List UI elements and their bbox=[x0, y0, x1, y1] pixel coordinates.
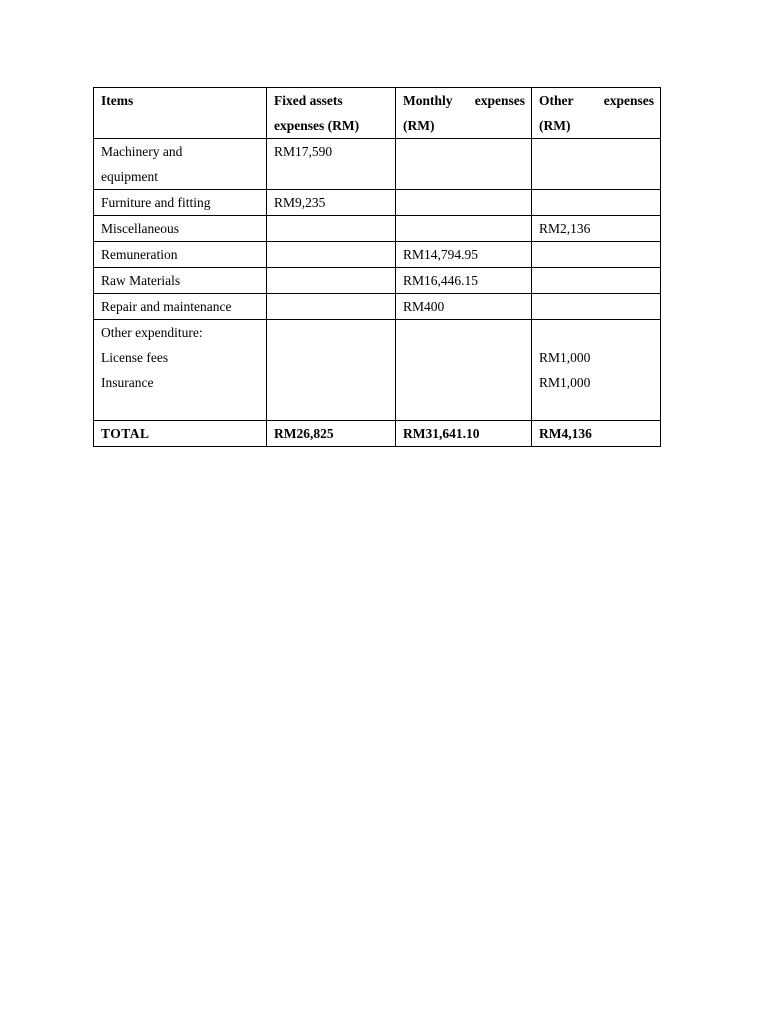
cell-fixed-furniture: RM9,235 bbox=[267, 190, 396, 216]
cell-other-other-expenditure bbox=[532, 320, 661, 421]
cell-total-fixed: RM26,825 bbox=[267, 421, 396, 447]
other-license-fees-value: RM1,000 bbox=[539, 350, 591, 365]
cell-monthly-furniture bbox=[396, 190, 532, 216]
cell-fixed-miscellaneous bbox=[267, 216, 396, 242]
other-expenditure-blank-line bbox=[539, 320, 654, 345]
item-other-expenditure-line1: Other expenditure: bbox=[101, 325, 203, 340]
header-fixed-line2: expenses (RM) bbox=[274, 118, 360, 133]
cell-monthly-other-expenditure bbox=[396, 320, 532, 421]
table-row-repair bbox=[94, 294, 661, 320]
table-header-row bbox=[94, 88, 661, 139]
cell-item-miscellaneous: Miscellaneous bbox=[94, 216, 267, 242]
cell-item-repair: Repair and maintenance bbox=[94, 294, 267, 320]
cell-fixed-repair bbox=[267, 294, 396, 320]
cell-monthly-miscellaneous bbox=[396, 216, 532, 242]
item-machinery-line2: equipment bbox=[101, 169, 158, 184]
cell-fixed-raw-materials bbox=[267, 268, 396, 294]
table-row-miscellaneous bbox=[94, 216, 661, 242]
cell-total-label: TOTAL bbox=[94, 421, 267, 447]
header-monthly-expenses bbox=[396, 88, 532, 139]
header-monthly-line2: (RM) bbox=[403, 118, 435, 133]
cell-other-furniture bbox=[532, 190, 661, 216]
header-other-expenses bbox=[532, 88, 661, 139]
item-machinery-line1: Machinery and bbox=[101, 144, 183, 159]
table-row-other-expenditure bbox=[94, 320, 661, 421]
cell-total-other: RM4,136 bbox=[532, 421, 661, 447]
cell-monthly-repair: RM400 bbox=[396, 294, 532, 320]
table-row-remuneration bbox=[94, 242, 661, 268]
header-fixed-line1: Fixed assets bbox=[274, 93, 343, 108]
cell-other-miscellaneous: RM2,136 bbox=[532, 216, 661, 242]
table-row-total bbox=[94, 421, 661, 447]
cell-other-machinery bbox=[532, 139, 661, 190]
cell-item-machinery bbox=[94, 139, 267, 190]
cell-item-raw-materials: Raw Materials bbox=[94, 268, 267, 294]
header-items-label: Items bbox=[101, 93, 134, 108]
expense-table bbox=[93, 87, 661, 447]
table-row-machinery bbox=[94, 139, 661, 190]
item-insurance: Insurance bbox=[101, 375, 154, 390]
table-row-raw-materials bbox=[94, 268, 661, 294]
cell-fixed-remuneration bbox=[267, 242, 396, 268]
header-other-line2: (RM) bbox=[539, 118, 571, 133]
table-row-furniture bbox=[94, 190, 661, 216]
header-items bbox=[94, 88, 267, 139]
cell-fixed-other-expenditure bbox=[267, 320, 396, 421]
cell-monthly-machinery bbox=[396, 139, 532, 190]
cell-other-remuneration bbox=[532, 242, 661, 268]
cell-item-furniture: Furniture and fitting bbox=[94, 190, 267, 216]
header-other-line1: Other expenses bbox=[539, 93, 654, 108]
cell-other-repair bbox=[532, 294, 661, 320]
cell-item-remuneration: Remuneration bbox=[94, 242, 267, 268]
cell-total-monthly: RM31,641.10 bbox=[396, 421, 532, 447]
cell-monthly-raw-materials: RM16,446.15 bbox=[396, 268, 532, 294]
cell-item-other-expenditure bbox=[94, 320, 267, 421]
cell-other-raw-materials bbox=[532, 268, 661, 294]
cell-monthly-remuneration: RM14,794.95 bbox=[396, 242, 532, 268]
other-insurance-value: RM1,000 bbox=[539, 375, 591, 390]
header-monthly-line1: Monthly expenses bbox=[403, 93, 525, 108]
item-license-fees: License fees bbox=[101, 350, 169, 365]
cell-fixed-machinery: RM17,590 bbox=[267, 139, 396, 190]
header-fixed-assets bbox=[267, 88, 396, 139]
